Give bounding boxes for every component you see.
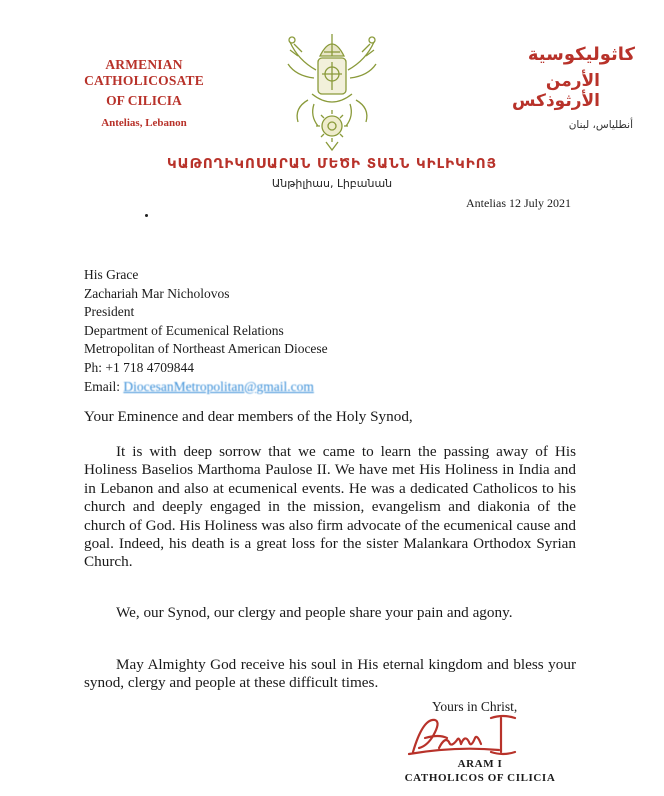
catholicosate-crest-icon [284, 30, 380, 152]
body-paragraph-3: May Almighty God receive his soul in His eternal kingdom and bless your synod, clergy and people at these difficult times. [84, 656, 576, 692]
salutation: Your Eminence and dear members of the Holy Synod, [84, 408, 413, 425]
letter-date: Antelias 12 July 2021 [466, 196, 571, 210]
recipient-line: Ph: +1 718 4709844 [84, 359, 194, 375]
handwritten-signature [405, 712, 525, 758]
letterhead-armenian-title: ԿԱԹՈՂԻԿՈՍԱՐԱՆ ՄԵԾԻ ՏԱՆՆ ԿԻԼԻԿԻՈՅ [167, 156, 497, 172]
letterhead-line-1: ARMENIAN CATHOLICOSATE [84, 57, 204, 88]
letterhead-arabic-location: أنطلياس، لبنان [568, 119, 633, 131]
recipient-line: His Grace [84, 267, 139, 282]
recipient-line: Metropolitan of Northeast American Diocese [84, 341, 328, 357]
email-link[interactable]: DiocesanMetropolitan@gmail.com [123, 378, 314, 394]
stray-mark [145, 214, 148, 217]
recipient-line: Zachariah Mar Nicholovos [84, 285, 230, 301]
letterhead-arabic-line-1: كاثوليكوسية [527, 44, 635, 65]
signer-block [400, 758, 560, 785]
letterhead-arabic-line-2: الأرمن الأرثوذكس [512, 71, 600, 111]
signer-name: ARAM I [457, 758, 503, 770]
letterhead-arabic [455, 44, 635, 131]
body-paragraph-2: We, our Synod, our clergy and people share your pain and agony. [116, 604, 513, 621]
letterhead-location: Antelias, Lebanon [101, 117, 187, 129]
letterhead-english [44, 57, 244, 129]
letterhead-armenian-location: Անթիլիաս, Լիբանան [271, 177, 393, 190]
body-paragraph-1: It is with deep sorrow that we came to learn the passing away of His Holiness Baselios Marthoma Paulose II. We have met His Holiness in India and in Lebanon and also at ecumenical events. He was a dedicated Catholicos to his church and deeply engaged in the mission, evangelism and diakonia of the church of God. His Holiness was also firm advocate of the ecumenical cause and goal. Indeed, his death is a great loss for the sister Malankara Orthodox Syrian Church. [84, 443, 576, 571]
closing-line: Yours in Christ, [432, 699, 518, 714]
recipient-address [84, 266, 328, 396]
email-label: Email: [84, 378, 124, 394]
recipient-line: Department of Ecumenical Relations [84, 322, 284, 338]
recipient-email-row [84, 378, 328, 397]
signer-title: CATHOLICOS OF CILICIA [404, 771, 556, 784]
letterhead-line-2: OF CILICIA [106, 93, 182, 108]
recipient-line: President [84, 304, 135, 320]
